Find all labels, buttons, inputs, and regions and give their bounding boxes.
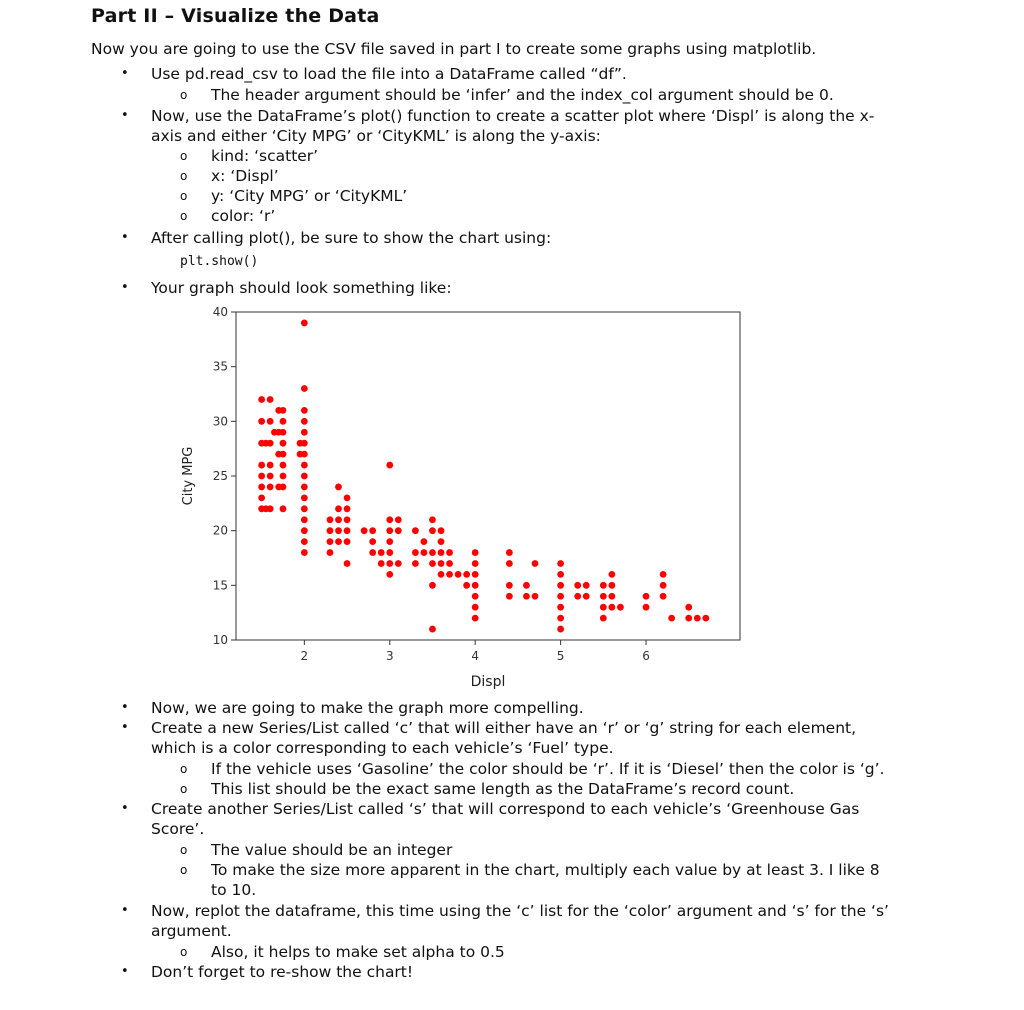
data-point — [301, 473, 308, 480]
bullet-read-csv: Use pd.read_csv to load the file into a DataFrame called “df”. — [151, 65, 627, 83]
data-point — [429, 549, 436, 556]
bullet-color-list-l1: Create a new Series/List called ‘c’ that will either have an ‘r’ or ‘g’ string for each element, — [151, 719, 857, 737]
data-point — [335, 538, 342, 545]
bullet-marker: • — [121, 280, 129, 295]
sub-bullet-marker: o — [180, 945, 188, 959]
plot-frame — [236, 312, 740, 640]
data-point — [280, 462, 287, 469]
sub-bullet-marker: o — [180, 169, 188, 183]
data-point — [600, 604, 607, 611]
data-point — [421, 549, 428, 556]
data-point — [267, 418, 274, 425]
data-point — [574, 582, 581, 589]
data-point — [523, 593, 530, 600]
data-point — [395, 560, 402, 567]
sub-bullet-multiply-l2: to 10. — [211, 881, 257, 899]
sub-bullet-multiply-l1: To make the size more apparent in the chart, multiply each value by at least 3. I like 8 — [211, 861, 880, 879]
bullet-marker: • — [121, 66, 129, 81]
data-point — [574, 593, 581, 600]
data-point — [472, 604, 479, 611]
data-point — [660, 582, 667, 589]
data-point — [267, 473, 274, 480]
y-tick-label: 30 — [212, 414, 228, 429]
data-point — [344, 516, 351, 523]
data-point — [275, 429, 282, 436]
data-point — [386, 560, 393, 567]
bullet-color-list-l2: which is a color corresponding to each vehicle’s ‘Fuel’ type. — [151, 739, 614, 757]
sub-bullet-color: color: ‘r’ — [211, 207, 276, 225]
sub-bullet-gas-diesel: If the vehicle uses ‘Gasoline’ the color should be ‘r’. If it is ‘Diesel’ then the color is ‘g’. — [211, 760, 885, 778]
data-point — [369, 538, 376, 545]
data-point — [267, 505, 274, 512]
data-point — [600, 582, 607, 589]
data-point — [301, 484, 308, 491]
data-point — [429, 626, 436, 633]
y-tick-label: 20 — [212, 523, 228, 538]
data-point — [446, 560, 453, 567]
data-point — [557, 571, 564, 578]
data-point — [301, 440, 308, 447]
bullet-replot-l1: Now, replot the dataframe, this time using the ‘c’ list for the ‘color’ argument and ‘s’ for the ‘s’ — [151, 902, 889, 920]
data-point — [532, 560, 539, 567]
data-point — [344, 560, 351, 567]
data-point — [506, 593, 513, 600]
data-point — [608, 571, 615, 578]
data-point — [395, 527, 402, 534]
data-point — [694, 615, 701, 622]
data-point — [301, 320, 308, 327]
x-tick-label: 5 — [556, 649, 565, 663]
data-point — [608, 582, 615, 589]
x-tick-label: 4 — [471, 649, 480, 663]
bullet-marker: • — [121, 230, 129, 245]
bullet-scatter-l2: axis and either ‘City MPG’ or ‘CityKML’ is along the y-axis: — [151, 127, 601, 145]
y-tick-label: 25 — [212, 469, 228, 483]
sub-bullet-length: This list should be the exact same length as the DataFrame’s record count. — [211, 780, 795, 798]
data-point — [532, 593, 539, 600]
data-point — [643, 593, 650, 600]
bullet-show: After calling plot(), be sure to show the chart using: — [151, 229, 552, 247]
data-point — [429, 527, 436, 534]
data-point — [506, 549, 513, 556]
data-point — [267, 440, 274, 447]
data-point — [438, 560, 445, 567]
data-point — [557, 604, 564, 611]
data-point — [608, 593, 615, 600]
data-point — [557, 582, 564, 589]
y-tick-label: 10 — [212, 633, 228, 647]
data-point — [301, 516, 308, 523]
data-point — [583, 593, 590, 600]
data-point — [702, 615, 709, 622]
data-point — [660, 571, 667, 578]
bullet-marker: • — [121, 801, 129, 816]
data-point — [344, 527, 351, 534]
data-point — [386, 516, 393, 523]
data-point — [378, 560, 385, 567]
data-point — [668, 615, 675, 622]
bullet-graph-look: Your graph should look something like: — [151, 279, 452, 297]
sub-bullet-marker: o — [180, 863, 188, 877]
data-point — [438, 538, 445, 545]
bullet-size-list-l1: Create another Series/List called ‘s’ that will correspond to each vehicle’s ‘Greenhouse Gas — [151, 800, 860, 818]
data-point — [258, 484, 265, 491]
data-point — [438, 527, 445, 534]
data-point — [301, 451, 308, 458]
data-point — [327, 538, 334, 545]
sub-bullet-marker: o — [180, 88, 188, 102]
data-point — [301, 462, 308, 469]
data-point — [472, 615, 479, 622]
x-tick-label: 6 — [642, 649, 650, 663]
sub-bullet-x: x: ‘Displ’ — [211, 167, 279, 185]
data-point — [643, 604, 650, 611]
x-axis-label: Displ — [470, 674, 506, 690]
sub-bullet-marker: o — [180, 762, 188, 776]
data-point — [361, 527, 368, 534]
code-plt-show: plt.show() — [180, 254, 259, 269]
data-point — [429, 582, 436, 589]
data-point — [446, 571, 453, 578]
y-axis-label: City MPG — [181, 446, 196, 506]
data-point — [267, 396, 274, 403]
data-point — [600, 615, 607, 622]
data-point — [685, 615, 692, 622]
data-point — [472, 549, 479, 556]
sub-bullet-alpha: Also, it helps to make set alpha to 0.5 — [211, 943, 505, 961]
data-point — [369, 549, 376, 556]
data-point — [275, 407, 282, 414]
data-point — [301, 407, 308, 414]
sub-bullet-marker: o — [180, 843, 188, 857]
bullet-marker: • — [121, 700, 129, 715]
sub-bullet-marker: o — [180, 149, 188, 163]
data-point — [258, 494, 265, 501]
data-point — [660, 593, 667, 600]
data-point — [335, 484, 342, 491]
data-point — [267, 462, 274, 469]
data-point — [258, 396, 265, 403]
data-point — [258, 473, 265, 480]
data-point — [463, 582, 470, 589]
data-point — [472, 560, 479, 567]
data-point — [301, 429, 308, 436]
data-point — [412, 527, 419, 534]
data-point — [258, 418, 265, 425]
data-point — [617, 604, 624, 611]
data-point — [446, 549, 453, 556]
data-point — [386, 549, 393, 556]
data-point — [608, 604, 615, 611]
data-point — [301, 549, 308, 556]
data-point — [395, 516, 402, 523]
sub-bullet-kind: kind: ‘scatter’ — [211, 147, 319, 165]
data-point — [301, 385, 308, 392]
data-point — [506, 560, 513, 567]
data-point — [280, 505, 287, 512]
x-tick-label: 3 — [385, 649, 394, 663]
data-point — [429, 516, 436, 523]
data-point — [386, 538, 393, 545]
sub-bullet-marker: o — [180, 209, 188, 223]
data-point — [275, 484, 282, 491]
data-point — [429, 560, 436, 567]
bullet-marker: • — [121, 108, 129, 123]
data-point — [369, 527, 376, 534]
data-point — [301, 494, 308, 501]
data-point — [412, 560, 419, 567]
bullet-marker: • — [121, 964, 129, 979]
data-point — [301, 538, 308, 545]
y-tick-label: 15 — [212, 578, 228, 593]
data-point — [472, 582, 479, 589]
bullet-size-list-l2: Score’. — [151, 820, 205, 838]
data-point — [335, 527, 342, 534]
y-tick-label: 40 — [212, 305, 228, 319]
data-point — [301, 418, 308, 425]
sub-bullet-marker: o — [180, 189, 188, 203]
data-point — [455, 571, 462, 578]
bullet-reshow: Don’t forget to re-show the chart! — [151, 963, 414, 981]
data-point — [344, 538, 351, 545]
data-point — [600, 593, 607, 600]
data-point — [378, 549, 385, 556]
data-point — [583, 582, 590, 589]
scatter-chart — [176, 302, 746, 694]
data-point — [438, 549, 445, 556]
data-point — [267, 484, 274, 491]
data-point — [258, 462, 265, 469]
data-point — [301, 527, 308, 534]
data-point — [327, 527, 334, 534]
data-point — [412, 549, 419, 556]
data-point — [421, 538, 428, 545]
data-point — [557, 626, 564, 633]
data-point — [335, 505, 342, 512]
bullet-marker: • — [121, 720, 129, 735]
data-point — [327, 516, 334, 523]
data-point — [523, 582, 530, 589]
data-point — [344, 505, 351, 512]
data-point — [386, 571, 393, 578]
page-title: Part II – Visualize the Data — [91, 5, 380, 27]
bullet-replot-l2: argument. — [151, 922, 232, 940]
data-point — [280, 440, 287, 447]
data-point — [557, 615, 564, 622]
data-point — [301, 505, 308, 512]
data-point — [327, 549, 334, 556]
bullet-compelling: Now, we are going to make the graph more compelling. — [151, 699, 584, 717]
data-point — [386, 527, 393, 534]
data-point — [557, 593, 564, 600]
data-point — [557, 560, 564, 567]
intro-text: Now you are going to use the CSV file saved in part I to create some graphs using matplotlib. — [91, 40, 817, 58]
y-tick-label: 35 — [212, 359, 228, 374]
bullet-scatter-l1: Now, use the DataFrame’s plot() function to create a scatter plot where ‘Displ’ is along the x- — [151, 107, 875, 125]
data-point — [275, 451, 282, 458]
sub-bullet-marker: o — [180, 782, 188, 796]
data-point — [438, 571, 445, 578]
data-point — [685, 604, 692, 611]
x-tick-label: 2 — [300, 649, 309, 663]
data-point — [472, 571, 479, 578]
data-point — [335, 516, 342, 523]
data-point — [280, 473, 287, 480]
sub-bullet-integer: The value should be an integer — [211, 841, 453, 859]
bullet-marker: • — [121, 903, 129, 918]
sub-bullet-y: y: ‘City MPG’ or ‘CityKML’ — [211, 187, 408, 205]
data-point — [280, 418, 287, 425]
data-point — [463, 571, 470, 578]
data-point — [344, 494, 351, 501]
data-point — [472, 593, 479, 600]
data-point — [506, 582, 513, 589]
sub-bullet-header-arg: The header argument should be ‘infer’ and the index_col argument should be 0. — [211, 86, 834, 104]
data-point — [386, 462, 393, 469]
